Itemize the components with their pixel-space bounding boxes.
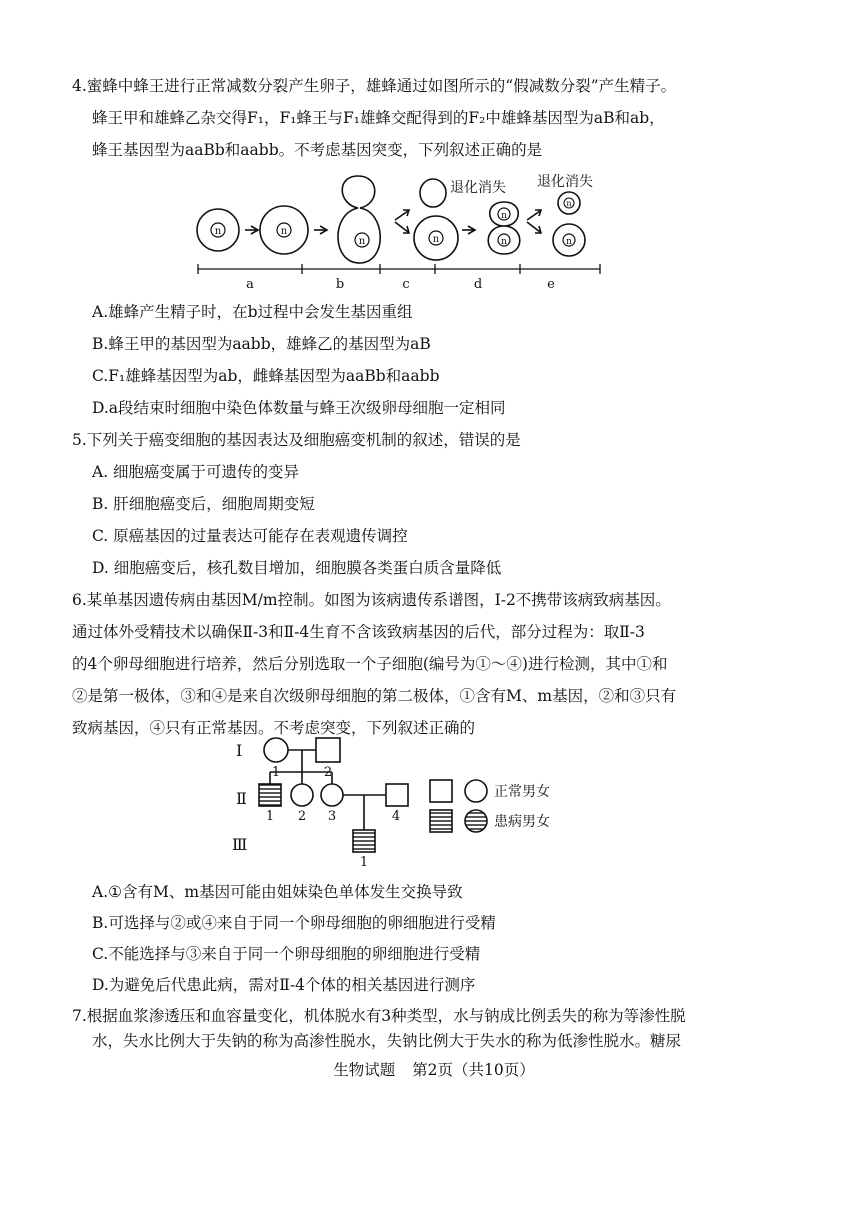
sperm-cell-nucleus-label: n xyxy=(566,237,572,247)
q5-option-b: B. 肝细胞癌变后，细胞周期变短 xyxy=(92,495,315,513)
cell-5-bottom-nucleus-label: n xyxy=(501,237,507,247)
legend-affected-male xyxy=(430,810,452,832)
q4-stem-line-1: 4.蜜蜂中蜂王进行正常减数分裂产生卵子，雄蜂通过如图所示的“假减数分裂”产生精子。 xyxy=(72,77,677,95)
individual-I-2 xyxy=(316,738,340,762)
individual-II-4 xyxy=(386,784,408,806)
cell-3-budding xyxy=(338,176,380,263)
q4-stem-line-2: 蜂王甲和雄蜂乙杂交得F₁，F₁蜂王与F₁雄蜂交配得到的F₂中雄蜂基因型为aB和ab， xyxy=(92,109,665,127)
label-I-1: 1 xyxy=(271,765,281,780)
degenerate-cell-2 xyxy=(558,192,580,214)
generation-label-2: Ⅱ xyxy=(236,789,247,808)
q7-stem-line-1: 7.根据血浆渗透压和血容量变化，机体脱水有3种类型，水与钠成比例丢失的称为等渗性脱 xyxy=(72,1007,686,1025)
legend-affected-female xyxy=(465,810,487,832)
q4-option-d: D.a段结束时细胞中染色体数量与蜂王次级卵母细胞一定相同 xyxy=(92,399,506,417)
label-I-2: 2 xyxy=(323,765,333,780)
cell-1-nucleus-label: n xyxy=(214,226,222,237)
segment-a-label: a xyxy=(246,277,254,292)
q6-option-a: A.①含有M、m基因可能由姐妹染色单体发生交换导致 xyxy=(92,883,463,901)
arrow-up-2 xyxy=(527,210,541,220)
cell-3-nucleus-label: n xyxy=(358,236,366,247)
q4-option-c: C.F₁雄蜂基因型为ab，雌蜂基因型为aaBb和aabb xyxy=(92,367,440,385)
q6-stem-line-4: ②是第一极体，③和④是来自次级卵母细胞的第二极体，①含有M、m基因，②和③只有 xyxy=(72,687,677,705)
segment-b-label: b xyxy=(335,277,345,292)
q6-option-c: C.不能选择与③来自于同一个卵母细胞的卵细胞进行受精 xyxy=(92,945,481,963)
cell-2 xyxy=(260,206,308,254)
arrow-down-1 xyxy=(395,222,409,233)
sperm-cell xyxy=(553,224,585,256)
degenerate-cell-1 xyxy=(420,179,446,207)
legend-normal-label: 正常男女 xyxy=(494,784,550,800)
arrow-up-1 xyxy=(395,210,409,220)
individual-II-1 xyxy=(259,784,281,806)
q5-option-d: D. 细胞癌变后，核孔数目增加，细胞膜各类蛋白质含量降低 xyxy=(92,559,502,577)
cell-5-dividing xyxy=(488,202,520,254)
legend-normal-male xyxy=(430,780,452,802)
q5-option-a: A. 细胞癌变属于可遗传的变异 xyxy=(92,463,300,481)
cell-2-nucleus-label: n xyxy=(280,226,288,237)
label-degenerate-2: 退化消失 xyxy=(537,174,593,190)
q6-stem-line-3: 的4个卵母细胞进行培养，然后分别选取一个子细胞(编号为①～④)进行检测，其中①和 xyxy=(72,655,668,673)
pedigree-chart xyxy=(228,732,598,872)
q6-option-b: B.可选择与②或④来自于同一个卵母细胞的卵细胞进行受精 xyxy=(92,914,496,932)
q6-stem-line-1: 6.某单基因遗传病由基因M/m控制。如图为该病遗传系谱图，Ⅰ-2不携带该病致病基因。 xyxy=(72,591,671,609)
q4-option-a: A.雄蜂产生精子时，在b过程中会发生基因重组 xyxy=(92,303,413,321)
individual-II-2 xyxy=(291,784,313,806)
label-II-1: 1 xyxy=(265,809,275,824)
cell-4 xyxy=(414,216,458,260)
label-II-3: 3 xyxy=(327,809,337,824)
generation-label-1: Ⅰ xyxy=(236,741,243,760)
footer-subject: 生物试题 xyxy=(333,1061,396,1079)
q7-stem-line-2: 水，失水比例大于失钠的称为高渗性脱水，失钠比例大于失水的称为低渗性脱水。糖尿 xyxy=(92,1032,682,1050)
q6-stem-line-2: 通过体外受精技术以确保Ⅱ-3和Ⅱ-4生育不含该致病基因的后代，部分过程为：取Ⅱ-3 xyxy=(72,623,645,641)
q5-stem: 5.下列关于癌变细胞的基因表达及细胞癌变机制的叙述，错误的是 xyxy=(72,431,521,449)
q4-option-b: B.蜂王甲的基因型为aabb，雄蜂乙的基因型为aB xyxy=(92,335,431,353)
cell-5-top-nucleus-label: n xyxy=(501,211,507,221)
label-II-2: 2 xyxy=(297,809,307,824)
page-footer xyxy=(0,1058,868,1080)
label-degenerate-1: 退化消失 xyxy=(450,180,506,196)
pseudo-meiosis-figure xyxy=(190,168,610,293)
individual-II-3 xyxy=(321,784,343,806)
individual-I-1 xyxy=(264,738,288,762)
individual-III-1 xyxy=(353,830,375,852)
cell-1 xyxy=(197,209,239,251)
footer-page-number: 第2页（共10页） xyxy=(412,1061,535,1079)
cell-4-nucleus-label: n xyxy=(432,234,440,245)
legend-normal-female xyxy=(465,780,487,802)
q6-stem-line-5: 致病基因，④只有正常基因。不考虑突变，下列叙述正确的 xyxy=(72,719,476,737)
degenerate-cell-2-nucleus-label: n xyxy=(566,199,572,208)
generation-label-3: Ⅲ xyxy=(232,835,248,854)
legend-affected-label: 患病男女 xyxy=(494,814,550,830)
segment-d-label: d xyxy=(473,277,483,292)
q6-option-d: D.为避免后代患此病，需对Ⅱ-4个体的相关基因进行测序 xyxy=(92,976,476,994)
label-III-1: 1 xyxy=(359,855,369,870)
q4-stem-line-3: 蜂王基因型为aaBb和aabb。不考虑基因突变，下列叙述正确的是 xyxy=(92,141,543,159)
label-II-4: 4 xyxy=(391,809,401,824)
segment-c-label: c xyxy=(402,277,410,292)
segment-e-label: e xyxy=(547,277,555,292)
arrow-down-2 xyxy=(527,222,541,233)
q5-option-c: C. 原癌基因的过量表达可能存在表观遗传调控 xyxy=(92,527,408,545)
